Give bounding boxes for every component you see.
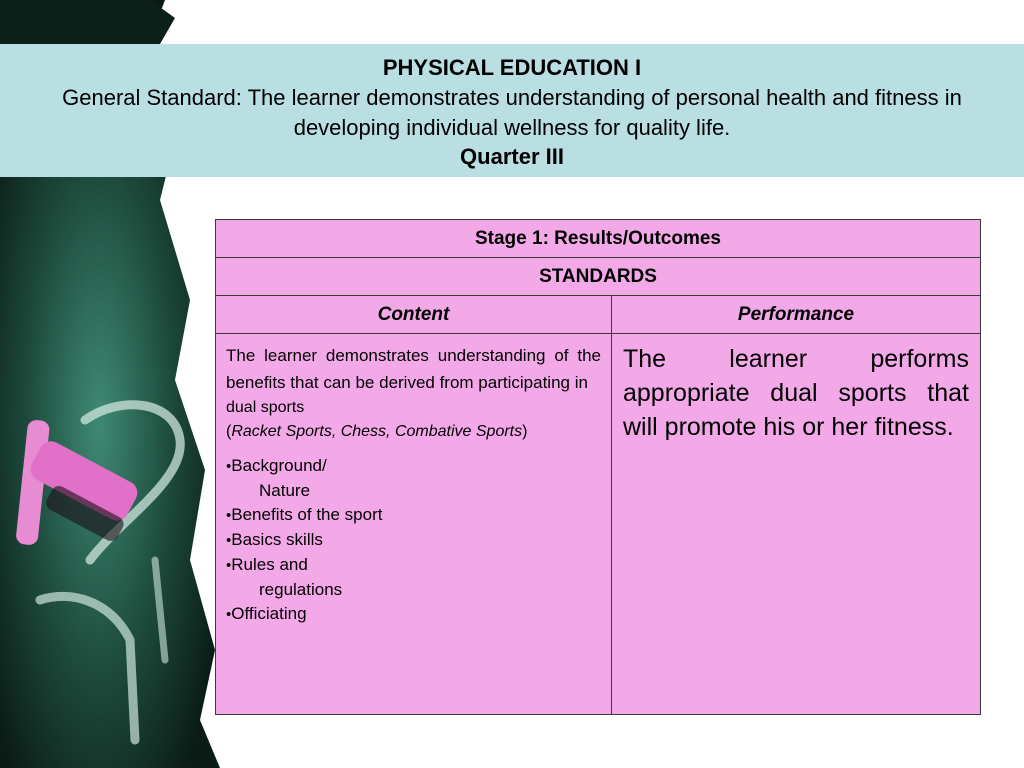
general-standard: General Standard: The learner demonstrates understanding of personal health and fitness in developing individual wellness for quality life. xyxy=(62,85,962,140)
list-item xyxy=(226,503,601,528)
page-title: PHYSICAL EDUCATION I xyxy=(382,55,642,80)
list-item-label: Basics skills xyxy=(231,530,323,549)
paren-close: ) xyxy=(522,423,528,440)
list-item-label: Background/ xyxy=(231,456,327,475)
stage-header: Stage 1: Results/Outcomes xyxy=(216,220,981,258)
bullet-icon: • xyxy=(226,532,232,549)
bullet-icon: • xyxy=(226,606,232,623)
bullet-icon: • xyxy=(226,557,232,574)
performance-cell: The learner performs appropriate dual sports that will promote his or her fitness. xyxy=(612,334,981,715)
content-sports xyxy=(226,420,601,444)
table-row xyxy=(216,334,981,715)
list-item xyxy=(226,553,601,602)
bullet-icon: • xyxy=(226,458,232,475)
table-row xyxy=(216,220,981,258)
table-row xyxy=(216,258,981,296)
list-item-continuation: regulations xyxy=(259,580,343,599)
sports-list: Racket Sports, Chess, Combative Sports xyxy=(231,423,523,440)
performance-header: Performance xyxy=(612,296,981,334)
quarter-label: Quarter III xyxy=(460,144,564,169)
list-item xyxy=(226,454,601,503)
list-item-label: Rules and xyxy=(231,555,308,574)
standards-table xyxy=(215,219,981,715)
content-intro-small: dual sports xyxy=(226,399,305,416)
bullet-icon: • xyxy=(226,507,232,524)
content-cell xyxy=(216,334,612,715)
list-item-label: Officiating xyxy=(231,604,307,623)
topic-list xyxy=(226,454,601,627)
table-row xyxy=(216,296,981,334)
paren-open: ( xyxy=(226,423,232,440)
list-item-label: Benefits of the sport xyxy=(231,505,383,524)
list-item xyxy=(226,602,601,627)
standards-header: STANDARDS xyxy=(216,258,981,296)
content-header: Content xyxy=(216,296,612,334)
slide-header xyxy=(0,44,1024,177)
content-intro: The learner demonstrates understanding of the benefits that can be derived from participating in xyxy=(226,346,601,392)
list-item xyxy=(226,528,601,553)
list-item-continuation: Nature xyxy=(259,481,311,500)
